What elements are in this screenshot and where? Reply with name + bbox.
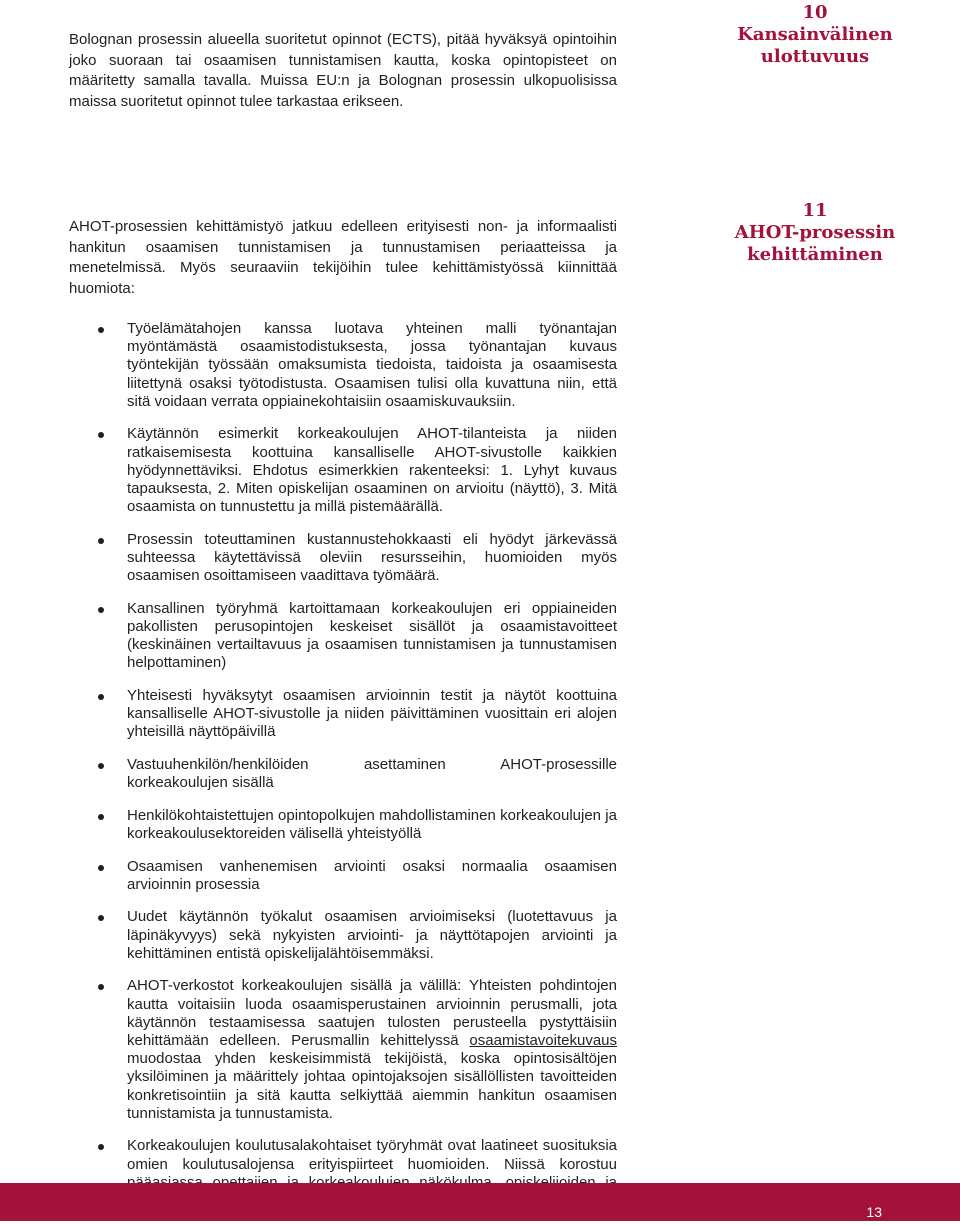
section-title-line: ulottuvuus [760, 46, 870, 67]
list-item [69, 531, 617, 586]
section-11-intro-paragraph: AHOT-prosessien kehittämistyö jatkuu edelleen erityisesti non- ja informaalisti hankitun osaamisen tunnistamisen ja tunnustamisen periaatteissa ja menetelmissä. Myös seuraaviin tekijöihin tulee kehittämistyössä kiinnittää huomiota: [69, 218, 617, 297]
section-number: 10 [802, 2, 828, 23]
section-10-heading [700, 2, 930, 68]
bullet-icon [98, 432, 104, 438]
bullet-icon [98, 915, 104, 921]
section-title-line: Kansainvälinen [737, 24, 893, 45]
section-11-heading [700, 200, 930, 266]
list-item [69, 756, 617, 792]
list-item-text: Prosessin toteuttaminen kustannustehokkaasti eli hyödyt järkevässä suhteessa käytettävissä oleviin resursseihin, huomioiden myös osaamisen osoittamiseen vaadittava työmäärä. [127, 530, 617, 585]
underlined-term: osaamistavoitekuvaus [469, 1032, 617, 1050]
intro-paragraph: Bolognan prosessin alueella suoritetut opinnot (ECTS), pitää hyväksyä opintoihin joko suoraan tai osaamisen tunnistamisen kautta, koska opintopisteet on määritetty samalla tavalla. Muissa EU:n ja Bolognan prosessin ulkopuolisissa maissa suoritetut opinnot tulee tarkastaa erikseen. [69, 31, 617, 110]
list-item-text: Työelämätahojen kanssa luotava yhteinen malli työnantajan myöntämästä osaamistodistuksesta, jossa työnantajan kuvaus työntekijän työssään omaksumista tiedoista, taidoista ja osaamisesta liitettynä osaksi työtodistusta. Osaamisen tulisi olla kuvattuna niin, että sitä voidaan verrata oppiainekohtaisiin osaamiskuvauksiin. [127, 320, 617, 410]
section-title-line: AHOT-prosessin [734, 222, 896, 243]
section-title-line: kehittäminen [747, 244, 883, 265]
bullet-icon [98, 865, 104, 871]
list-item-text: Osaamisen vanhenemisen arviointi osaksi normaalia osaamisen arvioinnin prosessia [127, 857, 617, 893]
bullet-icon [98, 1144, 104, 1150]
list-item [69, 807, 617, 843]
bullet-icon [98, 327, 104, 333]
bullet-icon [98, 538, 104, 544]
list-item-text-part: AHOT-verkostot korkeakoulujen sisällä ja välillä: Yhteisten pohdintojen kautta voitaisiin luoda osaamisperustainen arvioinnin perusmalli, jota käytännön testaamisessa saatujen tulosten perusteella pystyttäisiin kehittämään edelleen. Perusmallin kehittelyssä [127, 977, 617, 1050]
list-item [69, 977, 617, 1123]
development-list [69, 320, 617, 1225]
list-item-text: Uudet käytännön työkalut osaamisen arvioimiseksi (luotettavuus ja läpinäkyvyys) sekä nykyisten arviointi- ja näyttötapojen arviointi ja kehittäminen entistä opiskelijalähtöisemmäksi. [127, 908, 617, 962]
list-item [69, 320, 617, 411]
bullet-icon [98, 814, 104, 820]
list-item [69, 425, 617, 516]
list-item [69, 687, 617, 742]
list-item-text: Korkeakoulujen koulutusalakohtaiset työryhmät ovat laatineet suosituksia omien koulutusalojensa erityispiirteet huomioiden. Niissä korostuu [127, 1137, 617, 1173]
bullet-icon [98, 984, 104, 990]
list-item-text: Yhteisesti hyväksytyt osaamisen arvioinnin testit ja näytöt koottuina kansalliselle AHOT-sivustolle ja niiden päivittäminen vuosittain eri alojen yhteisillä näyttöpäivillä [127, 687, 617, 741]
section-number: 11 [802, 200, 828, 221]
list-item-text: Käytännön esimerkit korkeakoulujen AHOT-tilanteista ja niiden ratkaisemisesta koottuina kansalliselle AHOT-sivustolle kaikkien hyödynnettäviksi. Ehdotus esimerkkien rakenteeksi: 1. Lyhyt kuvaus tapauksesta, 2. Miten opiskelijan osaaminen on arvioitu (näyttö), 3. Mitä osaamista on tunnustettu ja millä pistemäärällä. [127, 425, 617, 516]
bullet-icon [98, 694, 104, 700]
list-item-text-part: muodostaa yhden keskeisimmistä tekijöistä, koska opintosisältöjen yksilöiminen ja määrittely johtaa opintojaksojen sisällöllisten tavoitteiden konkretisointiin ja sitä kautta selkiyttää aiemmin hankitun osaamisen tunnistamista ja tunnustamista. [127, 1050, 617, 1122]
list-item [69, 858, 617, 894]
list-item [69, 908, 617, 963]
bullet-icon [98, 763, 104, 769]
footer-bar [0, 1183, 960, 1221]
bullet-icon [98, 607, 104, 613]
list-item-text: Kansallinen työryhmä kartoittamaan korkeakoulujen eri oppiaineiden pakollisten perusopintojen keskeiset sisällöt ja osaamistavoitteet (keskinäinen vertailtavuus ja osaamisen tunnistamisen ja tunnustamisen helpottaminen) [127, 599, 617, 672]
list-item-text: Henkilökohtaistettujen opintopolkujen mahdollistaminen korkeakoulujen ja korkeakoulusektoreiden välisellä yhteistyöllä [127, 806, 617, 843]
list-item-text: Vastuuhenkilön/henkilöiden asettaminen AHOT-prosessille korkeakoulujen sisällä [127, 756, 617, 792]
page-number: 13 [866, 1204, 882, 1220]
list-item [69, 600, 617, 673]
